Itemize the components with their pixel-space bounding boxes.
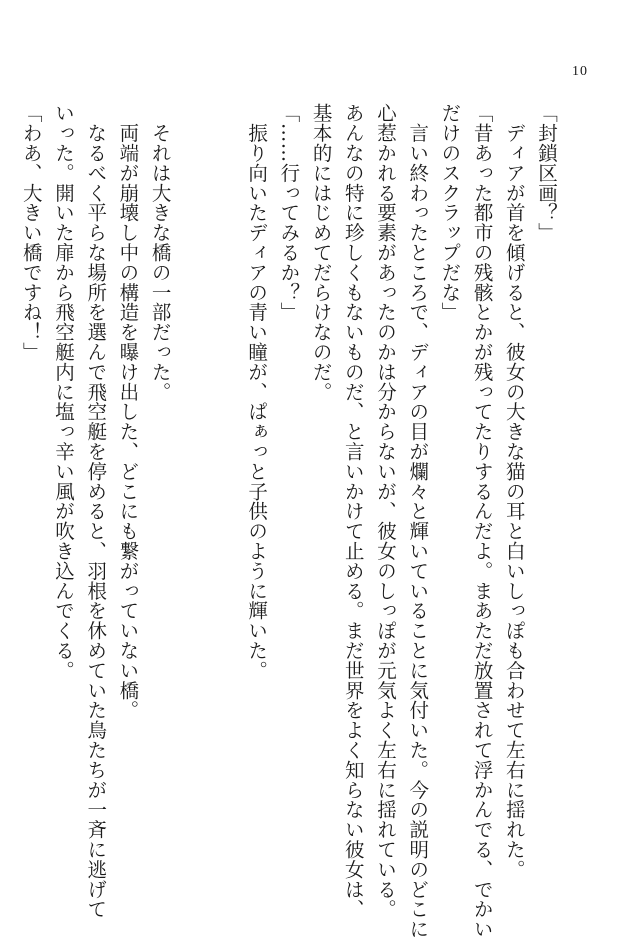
- text-line: それは大きな橋の一部だった。: [148, 103, 172, 402]
- text-line: 振り向いたディアの青い瞳が、ぱぁっと子供のように輝いた。: [245, 103, 269, 681]
- blank-line: [208, 103, 240, 863]
- text-line: なるべく平らな場所を選んで飛空艇を停めると、羽根を休めていた鳥たちが一斉に逃げて: [84, 103, 108, 919]
- page-number: 10: [572, 64, 588, 79]
- text-line: だけのスクラップだな」: [438, 103, 462, 322]
- text-line: 心惹かれる要素があったのかは分からないが、彼女のしっぽが元気よく左右に揺れている。: [373, 103, 397, 919]
- body-text: [15, 103, 562, 939]
- text-line: 「昔あった都市の残骸とかが残ってたりするんだよ。まあただ放置されて浮かんでる、でかい: [470, 103, 494, 939]
- text-line: 「……行ってみるか？」: [277, 103, 301, 322]
- text-line: あんなの特に珍しくもないものだ、と言いかけて止める。まだ世界をよく知らない彼女は、: [341, 103, 365, 919]
- text-line: 基本的にはじめてだらけなのだ。: [309, 103, 333, 402]
- text-line: いった。開いた扉から飛空艇内に塩っ辛い風が吹き込んでくる。: [51, 103, 75, 681]
- text-line: 言い終わったところで、ディアの目が爛々と輝いていることに気付いた。今の説明のどこに: [406, 103, 430, 939]
- text-line: ディアが首を傾げると、彼女の大きな猫の耳と白いしっぽも合わせて左右に揺れた。: [502, 103, 526, 880]
- text-line: 両端が崩壊し中の構造を曝け出した、どこにも繋がっていない橋。: [116, 103, 140, 720]
- text-line: 「封鎖区画？」: [535, 103, 558, 243]
- blank-line: [176, 103, 208, 863]
- text-line: 「わあ、大きい橋ですね！」: [19, 103, 43, 362]
